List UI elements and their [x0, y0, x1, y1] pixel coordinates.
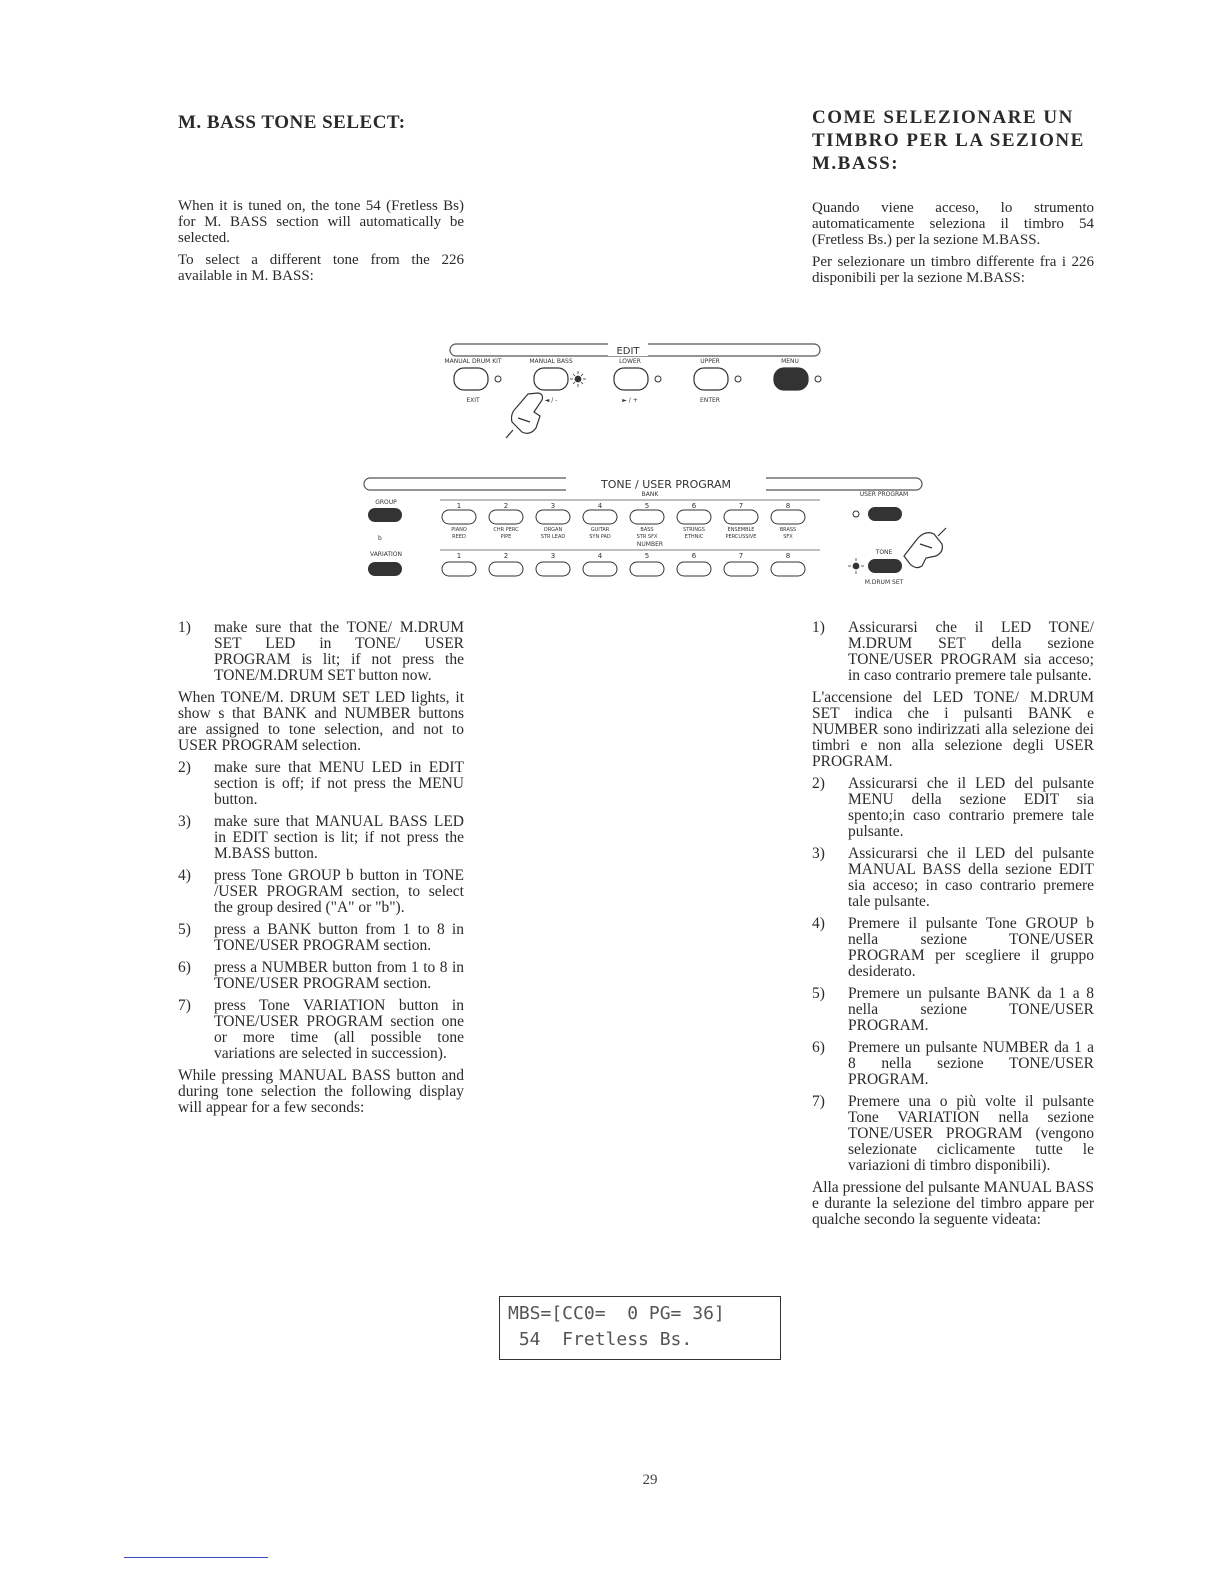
pointing-hand-icon — [904, 528, 946, 568]
edit-section — [444, 342, 821, 438]
menu-button[interactable] — [774, 368, 808, 390]
step-number: 1) — [178, 619, 191, 636]
number-button-5[interactable] — [630, 562, 664, 576]
step-item — [178, 620, 464, 684]
led-indicator — [495, 376, 501, 382]
number-label: NUMBER — [636, 541, 664, 548]
tone-title: TONE / USER PROGRAM — [600, 478, 732, 491]
group-sub-label: b — [378, 535, 382, 542]
digit-label: 3 — [550, 502, 556, 510]
step-note: Alla pressione del pulsante MANUAL BASS e durante la selezione del timbro appare per qualche secondo la seguente videata: — [812, 1179, 1094, 1228]
digit-label: 7 — [738, 552, 744, 560]
variation-label: VARIATION — [369, 551, 403, 558]
bank-button-6[interactable] — [677, 510, 711, 524]
step-text: Premere una o più volte il pulsante Tone VARIATION nella sezione TONE/USER PROGRAM (vengono selezionate ciclicamente tutte le variazioni di timbro disponibili). — [848, 1093, 1094, 1174]
lower-button[interactable] — [614, 368, 648, 390]
led-indicator — [853, 511, 859, 517]
step-text: Premere un pulsante BANK da 1 a 8 nella sezione TONE/USER PROGRAM. — [848, 985, 1094, 1034]
digit-label: 8 — [785, 552, 791, 560]
category-label: REED — [452, 534, 466, 540]
number-buttons — [442, 552, 805, 576]
control-panel-diagram — [290, 330, 950, 592]
intro-english — [178, 198, 464, 290]
step-item — [178, 814, 464, 862]
edit-button-label-bottom: EXIT — [466, 397, 480, 404]
edit-title: EDIT — [616, 346, 640, 357]
step-text: press a BANK button from 1 to 8 in TONE/USER PROGRAM section. — [214, 921, 464, 954]
step-text: press a NUMBER button from 1 to 8 in TONE/USER PROGRAM section. — [214, 959, 464, 992]
step-text: press Tone GROUP b button in TONE /USER PROGRAM section, to select the group desired ("A" or "b"). — [214, 867, 464, 916]
category-label: PIANO — [451, 527, 467, 533]
step-note: L'accensione del LED TONE/ M.DRUM SET indica che i pulsanti BANK e NUMBER sono indirizzati alla selezione dei timbri e non alla selezione degli USER PROGRAM. — [812, 689, 1094, 770]
category-label: GUITAR — [590, 527, 610, 533]
step-item — [812, 776, 1094, 840]
step-number: 4) — [178, 867, 191, 884]
edit-button-label-bottom: ► / + — [622, 397, 638, 404]
bank-button-5[interactable] — [630, 510, 664, 524]
led-indicator — [655, 376, 661, 382]
footer-rule — [124, 1557, 268, 1558]
user-program-label: USER PROGRAM — [859, 491, 909, 498]
step-text: make sure that MENU LED in EDIT section is off; if not press the MENU button. — [214, 759, 464, 808]
group-button[interactable] — [368, 508, 402, 522]
category-label: PERCUSSIVE — [725, 534, 757, 540]
step-number: 1) — [812, 619, 825, 636]
step-item — [178, 960, 464, 992]
category-label: ETHNIC — [684, 534, 704, 540]
digit-label: 2 — [503, 502, 509, 510]
steps-english — [178, 620, 464, 1122]
digit-label: 6 — [691, 552, 697, 560]
heading-italian: COME SELEZIONARE UN TIMBRO PER LA SEZIONE M.BASS: — [812, 107, 1085, 174]
step-note: When TONE/M. DRUM SET LED lights, it show s that BANK and NUMBER buttons are assigned to tone selection, and not to USER PROGRAM selection. — [178, 689, 464, 754]
digit-label: 7 — [738, 502, 744, 510]
edit-button-label-top: UPPER — [700, 358, 720, 365]
step-item — [178, 922, 464, 954]
step-text: Assicurarsi che il LED del pulsante MANUAL BASS della sezione EDIT sia acceso; in caso contrario premere tale pulsante. — [848, 845, 1094, 910]
edit-button-label-top: MENU — [781, 358, 799, 365]
number-button-8[interactable] — [771, 562, 805, 576]
digit-label: 6 — [691, 502, 697, 510]
intro-paragraph: Quando viene acceso, lo strumento automaticamente seleziona il timbro 54 (Fretless Bs.) per la sezione M.BASS. — [812, 200, 1094, 248]
bank-button-2[interactable] — [489, 510, 523, 524]
intro-paragraph: Per selezionare un timbro differente fra i 226 disponibili per la sezione M.BASS: — [812, 254, 1094, 286]
group-label: GROUP — [375, 499, 397, 506]
step-item — [178, 868, 464, 916]
digit-label: 8 — [785, 502, 791, 510]
step-text: make sure that MANUAL BASS LED in EDIT section is lit; if not press the M.BASS button. — [214, 813, 464, 862]
bank-button-4[interactable] — [583, 510, 617, 524]
step-number: 6) — [812, 1039, 825, 1056]
number-button-6[interactable] — [677, 562, 711, 576]
edit-button-label-top: LOWER — [619, 358, 641, 365]
intro-italian — [812, 200, 1094, 292]
step-number: 7) — [178, 997, 191, 1014]
step-text: Assicurarsi che il LED del pulsante MENU della sezione EDIT sia spento;in caso contrario premere tale pulsante. — [848, 775, 1094, 840]
mdrum-set-label: M.DRUM SET — [864, 579, 904, 586]
step-number: 5) — [812, 985, 825, 1002]
manual-drum-kit-button[interactable] — [454, 368, 488, 390]
intro-paragraph: To select a different tone from the 226 available in M. BASS: — [178, 252, 464, 284]
digit-label: 5 — [644, 502, 650, 510]
bank-button-3[interactable] — [536, 510, 570, 524]
step-number: 2) — [812, 775, 825, 792]
steps-italian — [812, 620, 1094, 1234]
category-label: STRINGS — [683, 527, 705, 533]
step-number: 5) — [178, 921, 191, 938]
lcd-line-2: 54 Fretless Bs. — [508, 1329, 693, 1350]
bank-button-7[interactable] — [724, 510, 758, 524]
category-label: ORGAN — [543, 527, 563, 533]
category-label: CHR PERC — [493, 527, 519, 533]
step-text: Premere il pulsante Tone GROUP b nella sezione TONE/USER PROGRAM per scegliere il gruppo desiderato. — [848, 915, 1094, 980]
category-label: STR SFX — [636, 534, 658, 540]
intro-paragraph: When it is tuned on, the tone 54 (Fretless Bs) for M. BASS section will automatically be selected. — [178, 198, 464, 246]
category-label: SYN PAD — [589, 534, 611, 540]
tone-label: TONE — [875, 549, 893, 556]
bank-label: BANK — [641, 491, 659, 498]
step-text: press Tone VARIATION button in TONE/USER PROGRAM section one or more time (all possible tone variations are selected in succession). — [214, 997, 464, 1062]
digit-label: 5 — [644, 552, 650, 560]
heading-english: M. BASS TONE SELECT: — [178, 112, 406, 133]
lcd-display — [499, 1296, 781, 1360]
step-number: 6) — [178, 959, 191, 976]
digit-label: 4 — [597, 502, 603, 510]
led-lit-icon — [570, 371, 586, 387]
category-label: ENSEMBLE — [727, 527, 755, 533]
step-number: 3) — [812, 845, 825, 862]
step-text: make sure that the TONE/ M.DRUM SET LED in TONE/ USER PROGRAM is lit; if not press the TONE/M.DRUM SET button now. — [214, 619, 464, 684]
edit-button-label-bottom: ENTER — [700, 397, 720, 404]
step-item — [812, 986, 1094, 1034]
step-item — [812, 620, 1094, 684]
tone-mdrum-set-button[interactable] — [868, 559, 902, 573]
led-indicator — [735, 376, 741, 382]
category-labels — [451, 527, 796, 540]
number-button-2[interactable] — [489, 562, 523, 576]
edit-button-label-bottom: ◄ / - — [544, 397, 558, 404]
page-number: 29 — [642, 1472, 658, 1488]
bank-button-8[interactable] — [771, 510, 805, 524]
step-item — [812, 846, 1094, 910]
edit-button-label-top: MANUAL DRUM KIT — [444, 358, 502, 365]
step-text: Assicurarsi che il LED TONE/ M.DRUM SET della sezione TONE/USER PROGRAM sia acceso; in caso contrario premere tale pulsante. — [848, 619, 1094, 684]
step-item — [812, 1040, 1094, 1088]
led-lit-icon — [848, 558, 864, 574]
digit-label: 1 — [456, 502, 462, 510]
step-text: Premere un pulsante NUMBER da 1 a 8 nella sezione TONE/USER PROGRAM. — [848, 1039, 1094, 1088]
number-button-1[interactable] — [442, 562, 476, 576]
category-label: BASS — [640, 527, 654, 533]
step-note: While pressing MANUAL BASS button and during tone selection the following display will appear for a few seconds: — [178, 1067, 464, 1116]
lcd-line-1: MBS=[CC0= 0 PG= 36] — [508, 1303, 725, 1324]
number-button-4[interactable] — [583, 562, 617, 576]
user-program-button[interactable] — [868, 507, 902, 521]
step-number: 7) — [812, 1093, 825, 1110]
upper-button[interactable] — [694, 368, 728, 390]
step-item — [178, 760, 464, 808]
variation-button[interactable] — [368, 562, 402, 576]
digit-label: 2 — [503, 552, 509, 560]
step-item — [812, 916, 1094, 980]
pointing-hand-icon — [506, 393, 543, 438]
digit-label: 3 — [550, 552, 556, 560]
category-label: PIPE — [500, 534, 512, 540]
step-number: 4) — [812, 915, 825, 932]
led-indicator — [815, 376, 821, 382]
step-number: 2) — [178, 759, 191, 776]
digit-label: 4 — [597, 552, 603, 560]
category-label: SFX — [783, 534, 793, 540]
category-label: BRASS — [779, 527, 797, 533]
number-button-3[interactable] — [536, 562, 570, 576]
manual-bass-button[interactable] — [534, 368, 568, 390]
step-item — [812, 1094, 1094, 1174]
number-button-7[interactable] — [724, 562, 758, 576]
step-number: 3) — [178, 813, 191, 830]
bank-buttons — [442, 502, 805, 524]
step-item — [178, 998, 464, 1062]
digit-label: 1 — [456, 552, 462, 560]
edit-button-label-top: MANUAL BASS — [529, 358, 573, 365]
tone-user-program-section — [364, 475, 946, 586]
bank-button-1[interactable] — [442, 510, 476, 524]
category-label: STR LEAD — [540, 534, 566, 540]
